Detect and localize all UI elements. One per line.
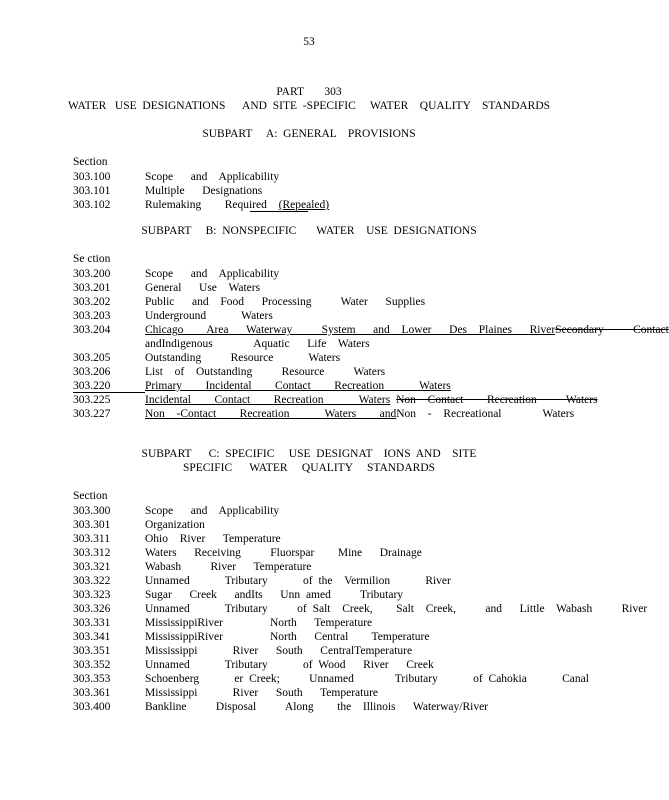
section-number: 303.200 bbox=[73, 268, 111, 280]
section-title bbox=[145, 393, 598, 407]
section-title bbox=[145, 198, 329, 212]
deleted-text: Non Contact Recreation Waters bbox=[396, 394, 598, 406]
section-number: 303.227 bbox=[73, 408, 111, 420]
section-number: 303.204 bbox=[73, 324, 111, 336]
section-title: MississippiRiver North Temperature bbox=[145, 617, 373, 629]
deleted-text: Secondary Contact bbox=[555, 324, 669, 336]
section-title: Unnamed Tributary of Wood River Creek bbox=[145, 659, 434, 671]
section-title bbox=[145, 323, 669, 337]
inserted-text: Incidental Contact Recreation Waters bbox=[145, 394, 391, 406]
section-title: Mississippi River South Temperature bbox=[145, 687, 379, 699]
section-number: 303.225 bbox=[73, 394, 111, 406]
section-number: 303.205 bbox=[73, 352, 111, 364]
section-title: Underground Waters bbox=[145, 310, 273, 322]
section-title: Public and Food Processing Water Supplies bbox=[145, 296, 426, 308]
section-number: 303.400 bbox=[73, 701, 111, 713]
section-title: Scope and Applicability bbox=[145, 505, 280, 517]
section-number: 303.311 bbox=[73, 533, 110, 545]
section-number: 303.102 bbox=[73, 199, 111, 211]
section-number: 303.341 bbox=[73, 631, 111, 643]
section-title: Scope and Applicability bbox=[145, 268, 280, 280]
section-title: Multiple Designations bbox=[145, 185, 263, 197]
section-title: MississippiRiver North Central Temperature bbox=[145, 631, 430, 643]
section-number: 303.203 bbox=[73, 310, 111, 322]
section-number: 303.101 bbox=[73, 185, 111, 197]
section-title: Ohio River Temperature bbox=[145, 533, 281, 545]
subpart-b-title: SUBPART B: NONSPECIFIC WATER USE DESIGNATIONS bbox=[141, 225, 477, 237]
section-title: List of Outstanding Resource Waters bbox=[145, 366, 386, 378]
inserted-text: Non -Contact Recreation Waters and bbox=[145, 408, 397, 420]
section-title: Waters Receiving Fluorspar Mine Drainage bbox=[145, 547, 422, 559]
section-number: 303.300 bbox=[73, 505, 111, 517]
section-number: 303.361 bbox=[73, 687, 111, 699]
section-number: 303.351 bbox=[73, 645, 111, 657]
section-title: Organization bbox=[145, 519, 205, 531]
subpart-c-title: SUBPART C: SPECIFIC USE DESIGNAT IONS AND SITE bbox=[141, 448, 477, 460]
section-number: 303.301 bbox=[73, 519, 111, 531]
subpart-c-title-line2: SPECIFIC WATER QUALITY STANDARDS bbox=[182, 462, 436, 474]
section-number: 303.220 bbox=[73, 380, 111, 392]
section-number: 303.326 bbox=[73, 603, 111, 615]
section-title: Unnamed Tributary of Salt Creek, Salt Creek, and Little Wabash River bbox=[145, 603, 648, 615]
section-title: andIndigenous Aquatic Life Waters bbox=[145, 338, 370, 350]
section-title: Sugar Creek andIts Unn amed Tributary bbox=[145, 589, 404, 601]
section-number: 303.352 bbox=[73, 659, 111, 671]
page-number: 53 bbox=[303, 36, 315, 48]
part-title: WATER USE DESIGNATIONS AND SITE -SPECIFIC WATER QUALITY STANDARDS bbox=[67, 100, 551, 112]
section-title: Scope and Applicability bbox=[145, 171, 280, 183]
section-label: Section bbox=[73, 490, 108, 502]
section-title: Mississippi River South CentralTemperature bbox=[145, 645, 413, 657]
section-title: Bankline Disposal Along the Illinois Waterway/River bbox=[145, 701, 489, 713]
section-number: 303.331 bbox=[73, 617, 111, 629]
section-label: Se ction bbox=[73, 253, 111, 265]
part-label: PART 303 bbox=[276, 86, 342, 98]
section-number: 303.312 bbox=[73, 547, 111, 559]
underline-rule bbox=[250, 211, 308, 212]
section-title: Wabash River Temperature bbox=[145, 561, 312, 573]
section-title-text: Non - Recreational Waters bbox=[396, 408, 575, 420]
section-title-text: Rulemaking Required bbox=[145, 199, 267, 211]
section-number: 303.206 bbox=[73, 366, 111, 378]
subpart-a-title: SUBPART A: GENERAL PROVISIONS bbox=[202, 128, 416, 140]
section-number: 303.353 bbox=[73, 673, 111, 685]
section-number: 303.322 bbox=[73, 575, 111, 587]
repealed-note: (Repealed) bbox=[278, 199, 330, 211]
section-title: Outstanding Resource Waters bbox=[145, 352, 341, 364]
section-number: 303.201 bbox=[73, 282, 111, 294]
section-label: Section bbox=[73, 156, 108, 168]
section-title: General Use Waters bbox=[145, 282, 261, 294]
section-number: 303.202 bbox=[73, 296, 111, 308]
section-number: 303.100 bbox=[73, 171, 111, 183]
section-number: 303.321 bbox=[73, 561, 111, 573]
section-title: Unnamed Tributary of the Vermilion River bbox=[145, 575, 451, 587]
section-number: 303.323 bbox=[73, 589, 111, 601]
section-title: Schoenberg er Creek; Unnamed Tributary of Cahokia Canal bbox=[145, 673, 589, 685]
inserted-text: Chicago Area Waterway System and Lower Des Plaines River bbox=[145, 324, 556, 336]
section-title bbox=[145, 407, 574, 421]
section-title: Primary Incidental Contact Recreation Waters bbox=[145, 380, 451, 392]
